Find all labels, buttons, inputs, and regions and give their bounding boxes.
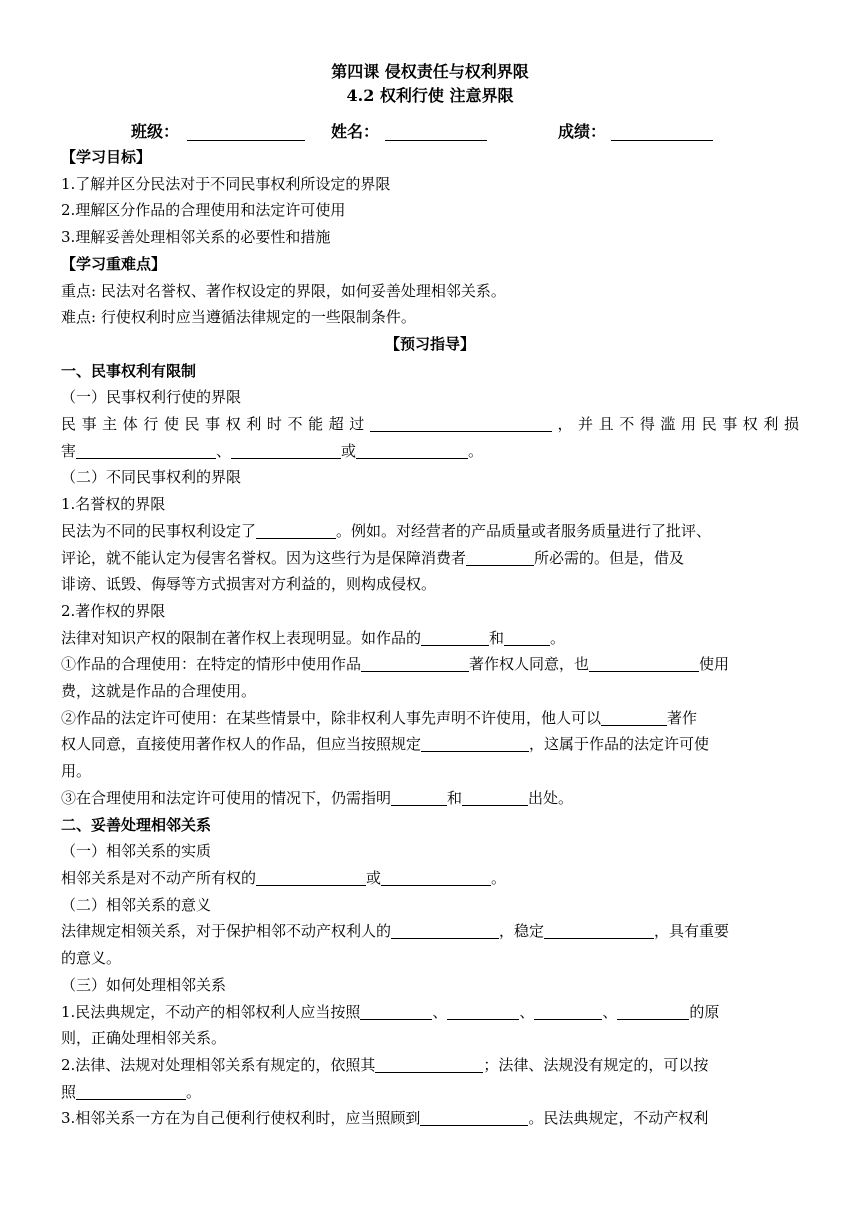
paragraph-line: 权人同意，直接使用著作权人的作品，但应当按照规定 ，这属于作品的法定许可使 xyxy=(61,735,710,754)
paragraph-line: 照 。 xyxy=(61,1082,202,1101)
paragraph-line: 费，这就是作品的合理使用。 xyxy=(61,682,257,701)
fill-blank[interactable] xyxy=(544,921,654,939)
fill-blank[interactable] xyxy=(375,1055,483,1073)
section-heading: 一、民事权利有限制 xyxy=(61,361,197,380)
fill-blank[interactable] xyxy=(421,628,489,646)
fill-blank[interactable] xyxy=(462,788,528,806)
name-blank[interactable] xyxy=(385,122,487,141)
paragraph-line: ②作品的法定许可使用：在某些情景中，除非权利人事先声明不许使用，他人可以 著作 xyxy=(61,708,698,727)
fill-blank[interactable] xyxy=(76,441,216,459)
item-heading: 1.名誉权的界限 xyxy=(61,495,166,514)
fill-blank[interactable] xyxy=(381,868,491,886)
subsection-heading: （三）如何处理相邻关系 xyxy=(61,975,227,994)
lesson-title: 第四课 侵权责任与权利界限 xyxy=(331,62,529,81)
class-label: 班级： xyxy=(131,122,180,141)
difficulty-text: 难点: 行使权利时应当遵循法律规定的一些限制条件。 xyxy=(61,308,416,327)
fill-blank[interactable] xyxy=(256,868,366,886)
subsection-heading: （一）相邻关系的实质 xyxy=(61,842,212,861)
subsection-heading: （一）民事权利行使的界限 xyxy=(61,388,242,407)
fill-blank[interactable] xyxy=(391,921,499,939)
fill-blank[interactable] xyxy=(231,441,341,459)
score-label: 成绩： xyxy=(558,122,607,141)
subsection-heading: （二）不同民事权利的界限 xyxy=(61,468,242,487)
guide-heading: 【预习指导】 xyxy=(384,334,475,353)
item-heading: 2.著作权的界限 xyxy=(61,601,166,620)
fill-blank[interactable] xyxy=(447,1002,519,1020)
key-points-heading: 【学习重难点】 xyxy=(61,254,167,273)
paragraph-line: 相邻关系是对不动产所有权的 或 。 xyxy=(61,868,507,887)
class-blank[interactable] xyxy=(187,122,305,141)
fill-blank[interactable] xyxy=(360,1002,432,1020)
subsection-heading: （二）相邻关系的意义 xyxy=(61,895,212,914)
worksheet-page xyxy=(61,60,799,1132)
fill-blank[interactable] xyxy=(617,1002,689,1020)
paragraph-line: 2.法律、法规对处理相邻关系有规定的，依照其 ；法律、法规没有规定的，可以按 xyxy=(61,1055,709,1074)
paragraph-line: 1.民法典规定，不动产的相邻权利人应当按照 、 、 、 的原 xyxy=(61,1002,720,1021)
lesson-subtitle: 4.2 权利行使 注意界限 xyxy=(346,86,514,105)
paragraph-line: ①作品的合理使用：在特定的情形中使用作品 著作权人同意，也 使用 xyxy=(61,655,730,674)
paragraph-line: 法律对知识产权的限制在著作权上表现明显。如作品的 和 。 xyxy=(61,628,566,647)
fill-blank[interactable] xyxy=(361,654,469,672)
goal-item: 3.理解妥善处理相邻关系的必要性和措施 xyxy=(61,228,331,247)
paragraph-line: 诽谤、诋毁、侮辱等方式损害对方利益的，则构成侵权。 xyxy=(61,575,437,594)
paragraph-line: 民事主体行使民事权利时不能超过 ，并且不得滥用民事权利损 xyxy=(61,415,799,434)
goal-item: 2.理解区分作品的合理使用和法定许可使用 xyxy=(61,201,346,220)
paragraph-line: 用。 xyxy=(61,762,92,781)
fill-blank[interactable] xyxy=(356,441,468,459)
fill-blank[interactable] xyxy=(391,788,447,806)
score-blank[interactable] xyxy=(611,122,713,141)
focus-text: 重点: 民法对名誉权、著作权设定的界限，如何妥善处理相邻关系。 xyxy=(61,281,506,300)
fill-blank[interactable] xyxy=(370,414,552,432)
paragraph-line: 评论，就不能认定为侵害名誉权。因为这些行为是保障消费者 所必需的。但是，借及 xyxy=(61,548,685,567)
fill-blank[interactable] xyxy=(76,1082,186,1100)
paragraph-line: 害 、 或 。 xyxy=(61,441,484,460)
paragraph-line: 民法为不同的民事权利设定了 。例如。对经营者的产品质量或者服务质量进行了批评、 xyxy=(61,521,712,540)
goals-heading: 【学习目标】 xyxy=(61,148,152,166)
fill-blank[interactable] xyxy=(601,708,667,726)
paragraph-line: ③在合理使用和法定许可使用的情况下，仍需指明 和 出处。 xyxy=(61,788,574,807)
fill-blank[interactable] xyxy=(534,1002,602,1020)
goal-item: 1.了解并区分民法对于不同民事权利所设定的界限 xyxy=(61,174,391,193)
paragraph-line: 的意义。 xyxy=(61,949,122,968)
fill-blank[interactable] xyxy=(466,548,534,566)
fill-blank[interactable] xyxy=(421,734,529,752)
paragraph-line: 3.相邻关系一方在为自己便利行使权利时，应当照顾到 。民法典规定，不动产权利 xyxy=(61,1109,709,1128)
name-label: 姓名： xyxy=(331,122,380,141)
fill-blank[interactable] xyxy=(256,521,336,539)
paragraph-line: 法律规定相领关系，对于保护相邻不动产权利人的 ，稳定 ，具有重要 xyxy=(61,922,730,941)
paragraph-line: 则，正确处理相邻关系。 xyxy=(61,1029,227,1048)
section-heading: 二、妥善处理相邻关系 xyxy=(61,815,212,834)
fill-blank[interactable] xyxy=(504,628,550,646)
fill-blank[interactable] xyxy=(589,654,699,672)
fill-blank[interactable] xyxy=(420,1108,528,1126)
student-info-row xyxy=(61,120,799,144)
